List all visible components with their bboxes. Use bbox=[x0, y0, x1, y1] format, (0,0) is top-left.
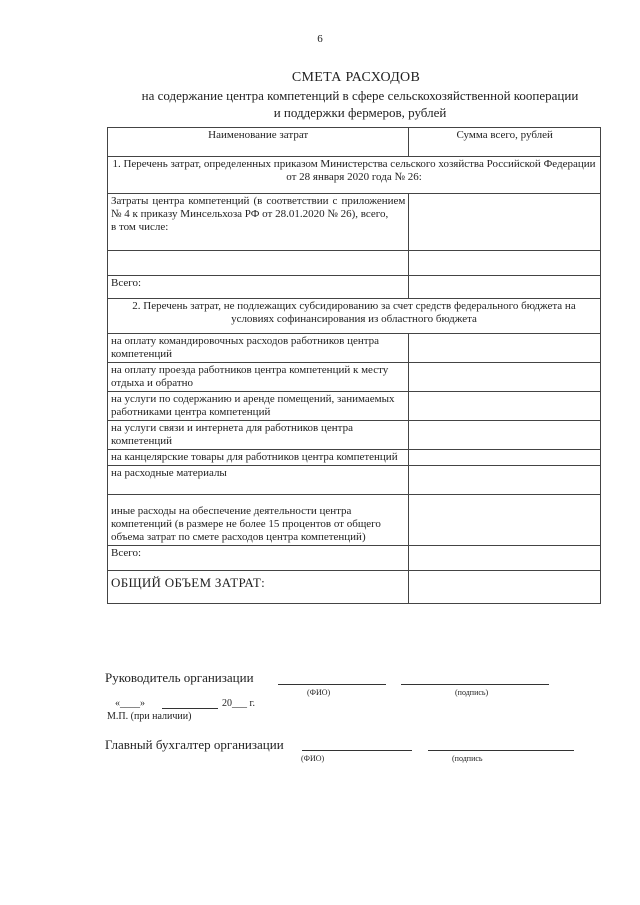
grand-total-label: ОБЩИЙ ОБЪЕМ ЗАТРАТ: bbox=[108, 571, 409, 604]
accountant-fio-line[interactable] bbox=[302, 750, 412, 751]
head-signature-line[interactable] bbox=[401, 684, 549, 685]
item-cell: на канцелярские товары для работников центра компетенций bbox=[108, 450, 409, 466]
amount-cell[interactable] bbox=[409, 466, 601, 495]
section-2-title: 2. Перечень затрат, не подлежащих субсидированию за счет средств федерального бюджета на условиях софинансирования из областного бюджета bbox=[108, 299, 601, 334]
subtitle-line-2: и поддержки фермеров, рублей bbox=[273, 105, 447, 120]
page-number: 6 bbox=[317, 33, 323, 45]
estimate-table bbox=[107, 127, 601, 604]
section-1-row bbox=[108, 157, 601, 194]
table-row bbox=[108, 546, 601, 571]
amount-cell[interactable] bbox=[409, 450, 601, 466]
accountant-fio-caption: (ФИО) bbox=[301, 754, 325, 763]
amount-cell[interactable] bbox=[409, 546, 601, 571]
amount-cell[interactable] bbox=[409, 571, 601, 604]
item-cell: иные расходы на обеспечение деятельности центра компетенций (в размере не более 15 процентов от общего объема затрат по смете расходов центра компетенций) bbox=[108, 495, 409, 546]
stamp-note: М.П. (при наличии) bbox=[107, 711, 192, 722]
amount-cell[interactable] bbox=[409, 251, 601, 276]
head-signature-caption: (подпись) bbox=[455, 688, 489, 697]
table-row bbox=[108, 334, 601, 363]
accountant-signature-caption: (подпись bbox=[452, 754, 483, 763]
date-month-line[interactable] bbox=[162, 708, 218, 709]
table-row bbox=[108, 194, 601, 251]
document-title: СМЕТА РАСХОДОВ bbox=[291, 70, 421, 85]
table-row bbox=[108, 495, 601, 546]
amount-cell[interactable] bbox=[409, 421, 601, 450]
section-2-row bbox=[108, 299, 601, 334]
amount-cell[interactable] bbox=[409, 194, 601, 251]
section-1-title: 1. Перечень затрат, определенных приказом Министерства сельского хозяйства Российской Федерации от 28 января 2020 года № 26: bbox=[108, 157, 601, 194]
amount-cell[interactable] bbox=[409, 495, 601, 546]
document-subtitle bbox=[100, 87, 620, 121]
item-cell: на услуги связи и интернета для работников центра компетенций bbox=[108, 421, 409, 450]
accountant-signature-line[interactable] bbox=[428, 750, 574, 751]
item-cell: на расходные материалы bbox=[108, 466, 409, 495]
total-2-label: Всего: bbox=[108, 546, 409, 571]
table-row bbox=[108, 466, 601, 495]
table-row bbox=[108, 363, 601, 392]
center-costs-cell bbox=[108, 194, 409, 251]
item-cell: на оплату проезда работников центра компетенций к месту отдыха и обратно bbox=[108, 363, 409, 392]
accountant-label: Главный бухгалтер организации bbox=[105, 737, 284, 752]
amount-cell[interactable] bbox=[409, 363, 601, 392]
item-cell: на оплату командировочных расходов работников центра компетенций bbox=[108, 334, 409, 363]
empty-cell bbox=[108, 251, 409, 276]
table-row bbox=[108, 251, 601, 276]
col-sum-header: Сумма всего, рублей bbox=[409, 128, 601, 157]
amount-cell[interactable] bbox=[409, 334, 601, 363]
center-costs-text: Затраты центра компетенций (в соответствии с приложением № 4 к приказу Минсельхоза РФ от 28.01.2020 № 26), всего, bbox=[111, 195, 406, 220]
head-fio-line[interactable] bbox=[278, 684, 386, 685]
table-header-row bbox=[108, 128, 601, 157]
head-fio-caption: (ФИО) bbox=[307, 688, 331, 697]
table-row bbox=[108, 571, 601, 604]
amount-cell[interactable] bbox=[409, 276, 601, 299]
head-label: Руководитель организации bbox=[105, 670, 254, 685]
date-open: «____» bbox=[115, 698, 145, 709]
date-year: 20___ г. bbox=[222, 698, 255, 709]
amount-cell[interactable] bbox=[409, 392, 601, 421]
table-row bbox=[108, 421, 601, 450]
item-cell: на услуги по содержанию и аренде помещений, занимаемых работниками центра компетенций bbox=[108, 392, 409, 421]
table-row bbox=[108, 450, 601, 466]
subtitle-line-1: на содержание центра компетенций в сфере сельскохозяйственной кооперации bbox=[141, 88, 579, 103]
table-row bbox=[108, 392, 601, 421]
total-1-label: Всего: bbox=[108, 276, 409, 299]
including-text: в том числе: bbox=[111, 221, 169, 233]
col-name-header: Наименование затрат bbox=[108, 128, 409, 157]
table-row bbox=[108, 276, 601, 299]
